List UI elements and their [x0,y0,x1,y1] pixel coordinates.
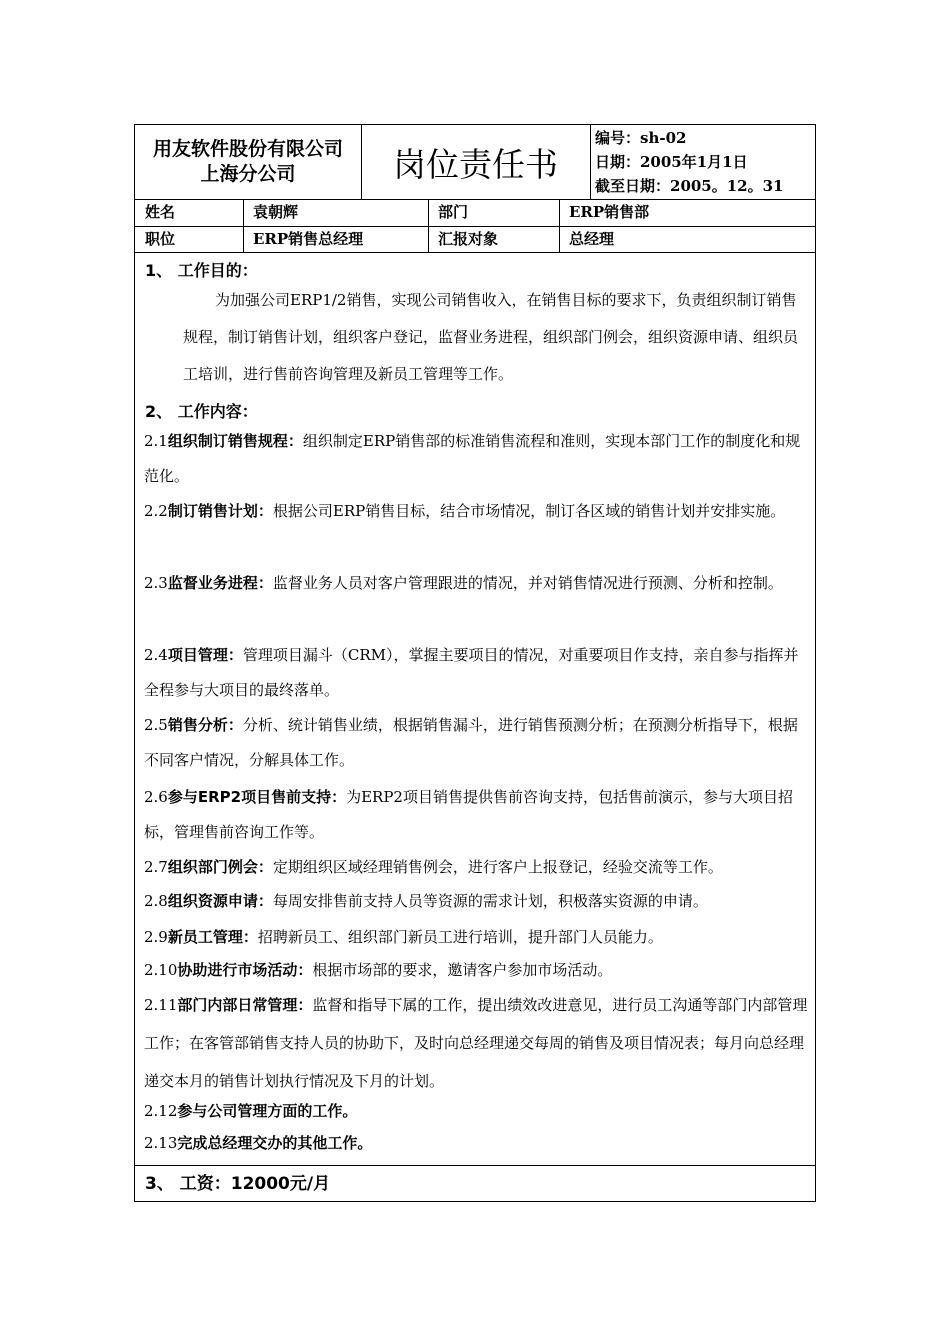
duty-item: 2.13完成总经理交办的其他工作。 [144,1134,373,1152]
duty-item: 2.1组织制订销售规程：组织制定ERP销售部的标准销售流程和准则，实现本部门工作的制度化和规范化。 [144,432,801,485]
company-cell [135,125,361,199]
meta-cell [595,125,815,199]
document-date: 日期：2005年1月1日 [595,153,748,171]
position-value: ERP销售总经理 [253,230,364,248]
duty-item: 2.10协助进行市场活动：根据市场部的要求，邀请客户参加市场活动。 [144,961,613,979]
header-row [135,125,815,199]
section-purpose-heading: 1、 工作目的： [145,261,258,280]
duty-item: 2.7组织部门例会：定期组织区域经理销售例会，进行客户上报登记，经验交流等工作。 [144,858,723,876]
document-code: 编号：sh-02 [595,129,687,147]
position-label: 职位 [145,230,176,248]
name-value: 袁朝辉 [253,203,299,221]
duty-item: 2.4项目管理：管理项目漏斗（CRM），掌握主要项目的情况，对重要项目作支持，亲自参与指挥并全程参与大项目的最终落单。 [144,646,799,699]
dept-value: ERP销售部 [569,203,650,221]
duty-item: 2.9新员工管理：招聘新员工、组织部门新员工进行培训，提升部门人员能力。 [144,928,663,946]
info-row-2 [135,227,815,252]
section-salary: 3、 工资：12000元/月 [145,1174,331,1194]
company-name: 用友软件股份有限公司 [152,138,343,160]
duty-item: 2.12参与公司管理方面的工作。 [144,1102,358,1120]
duty-item: 2.5销售分析：分析、统计销售业绩，根据销售漏斗，进行销售预测分析；在预测分析指导下，根据不同客户情况，分解具体工作。 [144,716,798,769]
dept-label: 部门 [438,203,469,221]
duty-item: 2.3监督业务进程：监督业务人员对客户管理跟进的情况，并对销售情况进行预测、分析和控制。 [144,574,783,592]
section-purpose-body: 为加强公司ERP1/2销售，实现公司销售收入，在销售目标的要求下，负责组织制订销售规程，制订销售计划，组织客户登记，监督业务进程，组织部门例会，组织资源申请、组织员工培训，进行售前咨询管理及新员工管理等工作。 [183,291,799,383]
document-end-date: 截至日期：2005。12。31 [595,177,784,195]
duty-item: 2.11部门内部日常管理：监督和指导下属的工作，提出绩效改进意见，进行员工沟通等部门内部管理工作；在客管部销售支持人员的协助下，及时向总经理递交每周的销售及项目情况表；每月向总经理递交本月的销售计划执行情况及下月的计划。 [144,996,808,1090]
title-cell [361,125,590,199]
branch-name: 上海分公司 [200,163,296,185]
name-label: 姓名 [145,203,176,221]
info-row-1 [135,200,815,226]
section-content-heading: 2、 工作内容： [145,402,258,421]
report-label: 汇报对象 [438,230,499,248]
job-responsibility-document [134,124,816,1202]
duty-item: 2.6参与ERP2项目售前支持：为ERP2项目销售提供售前咨询支持，包括售前演示，参与大项目招标，管理售前咨询工作等。 [144,788,793,841]
report-value: 总经理 [569,230,615,248]
duty-item: 2.2制订销售计划：根据公司ERP销售目标，结合市场情况，制订各区域的销售计划并安排实施。 [144,502,786,520]
duty-item: 2.8组织资源申请：每周安排售前支持人员等资源的需求计划，积极落实资源的申请。 [144,892,708,910]
document-title: 岗位责任书 [393,144,558,184]
